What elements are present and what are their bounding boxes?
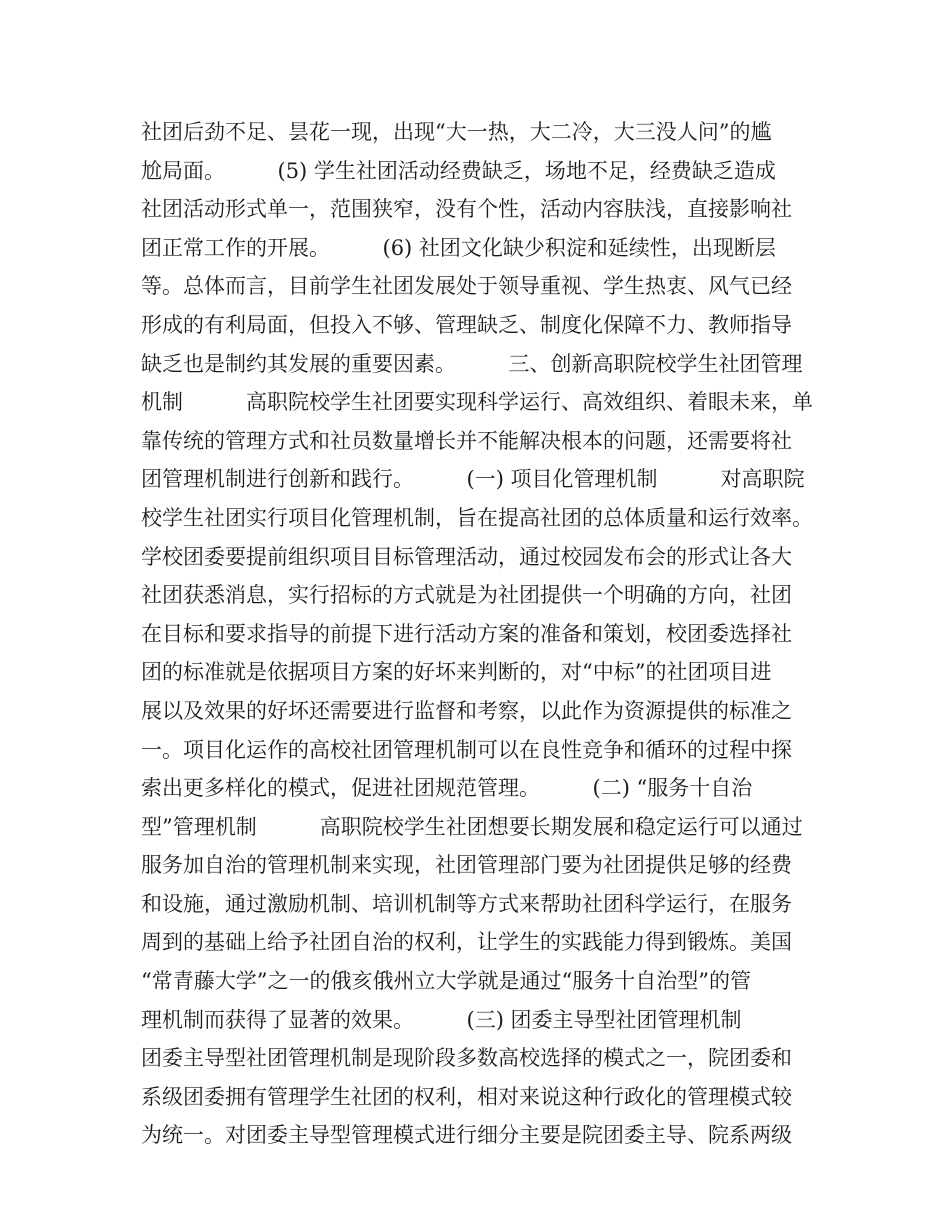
- text-line: 团委主导型社团管理机制是现阶段多数高校选择的模式之一，院团委和: [141, 1046, 792, 1071]
- body-text: [141, 113, 831, 1155]
- text-line: 学校团委要提前组织项目目标管理活动，通过校园发布会的形式让各大: [141, 544, 792, 569]
- text-line: 缺乏也是制约其发展的重要因素。 三、创新高职院校学生社团管理: [141, 351, 803, 376]
- text-line: 形成的有利局面，但投入不够、管理缺乏、制度化保障不力、教师指导: [141, 312, 792, 337]
- text-line: 系级团委拥有管理学生社团的权利，相对来说这种行政化的管理模式较: [141, 1084, 792, 1109]
- text-line: 靠传统的管理方式和社员数量增长并不能解决根本的问题，还需要将社: [141, 428, 792, 453]
- text-line: 团管理机制进行创新和践行。 (一) 项目化管理机制 对高职院: [141, 467, 805, 492]
- text-line: 和设施，通过激励机制、培训机制等方式来帮助社团科学运行，在服务: [141, 891, 792, 916]
- text-line: 服务加自治的管理机制来实现，社团管理部门要为社团提供足够的经费: [141, 853, 792, 878]
- text-line: 团的标准就是依据项目方案的好坏来判断的，对“中标”的社团项目进: [141, 660, 772, 685]
- text-line: 尬局面。 (5) 学生社团活动经费缺乏，场地不足，经费缺乏造成: [141, 158, 776, 183]
- text-line: 一。项目化运作的高校社团管理机制可以在良性竞争和循环的过程中探: [141, 737, 792, 762]
- text-line: 社团获悉消息，实行招标的方式就是为社团提供一个明确的方向，社团: [141, 583, 792, 608]
- text-line: 等。总体而言，目前学生社团发展处于领导重视、学生热衷、风气已经: [141, 274, 792, 299]
- text-line: 型”管理机制 高职院校学生社团想要长期发展和稳定运行可以通过: [141, 814, 803, 839]
- text-line: 索出更多样化的模式，促进社团规范管理。 (二) “服务十自治: [141, 776, 753, 801]
- text-line: 周到的基础上给予社团自治的权利，让学生的实践能力得到锻炼。美国: [141, 930, 792, 955]
- text-line: “常青藤大学”之一的俄亥俄州立大学就是通过“服务十自治型”的管: [141, 969, 751, 994]
- text-line: 校学生社团实行项目化管理机制，旨在提高社团的总体质量和运行效率。: [141, 505, 813, 530]
- text-line: 团正常工作的开展。 (6) 社团文化缺少积淀和延续性，出现断层: [141, 235, 776, 260]
- text-line: 社团活动形式单一，范围狭窄，没有个性，活动内容肤浅，直接影响社: [141, 197, 792, 222]
- text-line: 社团后劲不足、昙花一现，出现“大一热，大二冷，大三没人问”的尴: [141, 120, 772, 144]
- text-line: 机制 高职院校学生社团要实现科学运行、高效组织、着眼未来，单: [141, 390, 813, 415]
- text-line: 理机制而获得了显著的效果。 (三) 团委主导型社团管理机制: [141, 1007, 742, 1032]
- text-line: 为统一。对团委主导型管理模式进行细分主要是院团委主导、院系两级: [141, 1123, 792, 1148]
- text-line: 展以及效果的好坏还需要进行监督和考察，以此作为资源提供的标准之: [141, 698, 792, 723]
- text-line: 在目标和要求指导的前提下进行活动方案的准备和策划，校团委选择社: [141, 621, 792, 646]
